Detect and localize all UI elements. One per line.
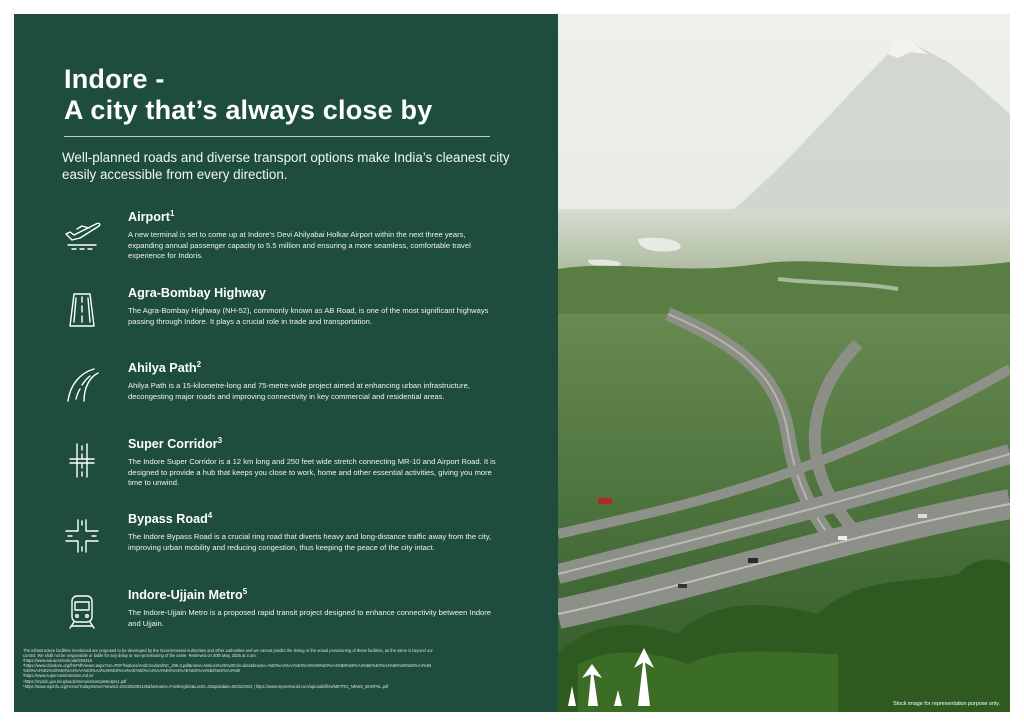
title-line-2: A city that’s always close by	[64, 95, 433, 125]
feature-description: The Indore Super Corridor is a 12 km long and 250 feet wide stretch connecting MR-10 and Airport Road. It is designed to provide a hub that keeps you close to work, home and other essential activities, giving you more time to unwind.	[128, 457, 496, 488]
feature-bypass-road	[60, 512, 520, 582]
page-title	[64, 64, 534, 126]
footnote-line: control. We shall not be responsible or liable for any delay or non-provisioning of the same. Retrieved on 30th May, 2025 at 4 am.	[23, 653, 257, 659]
feature-heading: Ahilya Path$^2$	[128, 359, 202, 375]
footnote-line: ¹https://www.aai.aero/en/node/394316	[23, 658, 92, 664]
feature-heading: Super Corridor$^3$	[128, 435, 223, 451]
highway-icon	[60, 288, 104, 330]
intersection-icon	[60, 514, 104, 556]
footnotes	[23, 648, 553, 689]
intro-text: Well-planned roads and diverse transport options make India’s cleanest city easily accessible from every direction.	[62, 150, 510, 182]
curved-road-icon	[60, 363, 104, 405]
footnote-line: ⁵https://www.mpinfo.org/Home/TodaysNews?newsid=20240523N136&fontname=FontEnglish&LocID=32&pubdate=06/22/2024 | https://www.mprnetrorail.com/uploads/files/METRO_NEWS_BHOPAL.pdf	[23, 683, 389, 689]
feature-airport	[60, 210, 520, 280]
footnote-line: %E0%A4%B2%20%E0%A4%AA%E0%A4%A5%E0%A4%AE%E0%A4%AA%E0%A4%AE%E0%A4%B2%E0%A4%80	[23, 668, 241, 674]
footnote-line: ³https://www.superconidorindore.ind.in/	[23, 673, 94, 679]
info-panel	[14, 14, 558, 712]
corridor-icon	[60, 439, 104, 481]
feature-description: Ahilya Path is a 15-kilometre-long and 75-metre-wide project aimed at enhancing urban infrastructure, decongesting major roads and improving connectivity in key commercial and residential areas.	[128, 381, 470, 401]
feature-description: The Indore Bypass Road is a crucial ring road that diverts heavy and long-distance traffic away from the city, improving urban mobility and reducing congestion, thus keeping the peace of the city intact.	[128, 532, 492, 552]
feature-description: The Indore-Ujjain Metro is a proposed rapid transit project designed to enhance connectivity between Indore and Ujjain.	[128, 608, 492, 628]
footnote-line: ⁴https://mprdc.gov.in/uploads/menu/nbsompletedprs1.pdf	[23, 678, 127, 684]
feature-heading: Bypass Road$^4$	[128, 510, 213, 526]
feature-description: A new terminal is set to come up at Indore’s Devi Ahilyabai Holkar Airport within the next three years, expanding annual passenger capacity to 5.5 million and ensuring a more seamless, comfortable travel experience for Indoris.	[128, 230, 471, 261]
highway-landscape-photo	[558, 14, 1010, 712]
feature-description: The Agra-Bombay Highway (NH-52), commonly known as AB Road, is one of the most significant highways passing through Indore. It plays a crucial role in trade and transportation.	[128, 306, 489, 326]
metro-train-icon	[60, 590, 104, 632]
feature-heading: Indore-Ujjain Metro$^5$	[128, 586, 248, 602]
footnote-line: The infrastructure facilities mentioned are proposed to be developed by the Governmental Authorities and other authorities and we cannot predict the timing or the actual provisioning of these facilities, as the same is beyond our	[23, 648, 433, 653]
landscape-illustration	[558, 14, 1010, 712]
feature-agra-bombay-highway	[60, 286, 520, 356]
feature-ahilya-path	[60, 361, 520, 431]
feature-super-corridor	[60, 437, 520, 507]
title-divider	[64, 136, 490, 137]
feature-heading: Airport$^1$	[128, 208, 175, 224]
feature-heading: Agra-Bombay Highway	[128, 286, 266, 300]
footnote-line: ²https://www.cbindore.org/frmPdfViewer.aspx?src=PDF/Notices/AndCirculars/NC_286-2.pdf&name=Notices%26%20Circulars&hname=%E0%A4%AA%E0%A5%88%E0%A4%B8%E0%A4%BE%E0%A4%88%20%E0%A4%84	[23, 663, 432, 669]
title-line-1: Indore -	[64, 64, 165, 94]
airplane-icon	[60, 212, 104, 254]
photo-credit: Stock image for representation purpose only.	[893, 701, 1000, 707]
